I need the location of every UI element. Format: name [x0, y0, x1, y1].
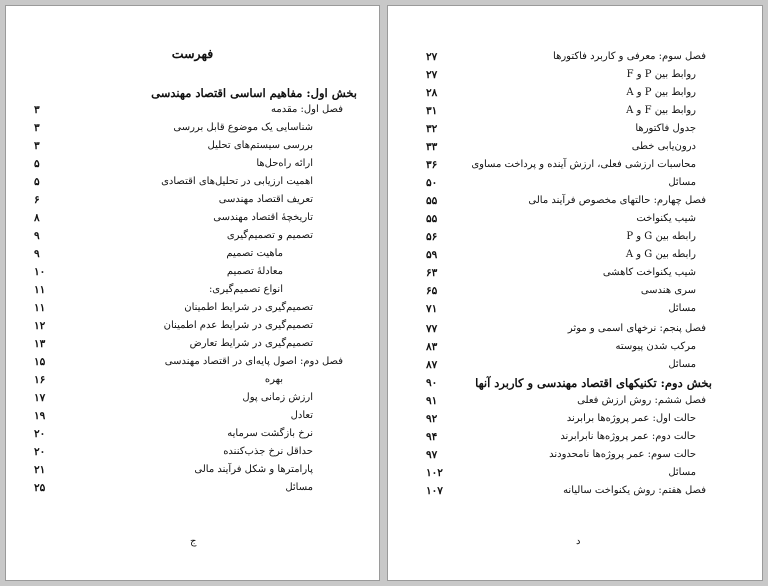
toc-entry-title: حالت سوم: عمر پروژه‌ها نامحدودند	[549, 449, 696, 460]
toc-entry-title: فصل سوم: معرفی و کاربرد فاکتورها	[553, 51, 706, 62]
toc-entry-page: ۱۰۷	[426, 485, 443, 497]
toc-entry-title: ارزش زمانی پول	[242, 392, 313, 403]
toc-entry	[388, 175, 762, 191]
toc-entry	[388, 139, 762, 155]
toc-entry-page: ۳۳	[426, 141, 438, 153]
toc-entry-page: ۹۱	[426, 395, 438, 407]
toc-entry-title: تصمیم‌گیری در شرایط عدم اطمینان	[163, 320, 313, 331]
toc-entry-page: ۵۵	[426, 213, 438, 225]
toc-entry	[6, 228, 379, 244]
toc-entry	[6, 120, 379, 136]
toc-entry-page: ۳	[34, 140, 40, 152]
toc-entry-page: ۹۲	[426, 413, 438, 425]
toc-entry-page: ۵	[34, 158, 40, 170]
toc-entry-title: مسائل	[668, 177, 696, 188]
toc-entry-title: مسائل	[285, 482, 313, 493]
toc-entry-title: تاریخچهٔ اقتصاد مهندسی	[213, 212, 313, 223]
toc-entry	[6, 318, 379, 334]
toc-entry	[6, 192, 379, 208]
toc-entry	[6, 210, 379, 226]
toc-entry-chapter	[388, 321, 762, 337]
toc-entry-title: تعریف اقتصاد مهندسی	[218, 194, 313, 205]
toc-entry-title: مرکب شدن پیوسته	[615, 341, 696, 352]
toc-entry	[6, 138, 379, 154]
toc-entry-page: ۸۳	[426, 341, 438, 353]
toc-entry-chapter	[388, 49, 762, 65]
toc-entry-page: ۱۶	[34, 374, 46, 386]
toc-entry-title: حالت دوم: عمر پروژه‌ها نابرابرند	[560, 431, 696, 442]
page-folio: د	[576, 536, 581, 547]
toc-entry-page: ۲۰	[34, 428, 46, 440]
toc-entry-page: ۶۵	[426, 285, 438, 297]
toc-entry-page: ۱۵	[34, 356, 46, 368]
toc-entry-page: ۳۱	[426, 105, 438, 117]
toc-entry	[6, 156, 379, 172]
toc-entry-title: روابط بین F و A	[626, 105, 696, 116]
toc-entry	[6, 480, 379, 496]
toc-entry	[6, 372, 379, 388]
toc-entry-page: ۶۳	[426, 267, 438, 279]
toc-entry-page: ۹	[34, 230, 40, 242]
toc-entry-page: ۲۱	[34, 464, 46, 476]
toc-entry	[388, 283, 762, 299]
toc-entry	[6, 408, 379, 424]
toc-entry-page: ۵۹	[426, 249, 438, 261]
toc-entry-page: ۳۲	[426, 123, 438, 135]
toc-entry-page: ۵۰	[426, 177, 438, 189]
toc-entry-title: شیب یکنواخت	[636, 213, 696, 224]
toc-entry-chapter	[6, 102, 379, 118]
toc-entry	[388, 67, 762, 83]
toc-entry-page: ۳	[34, 122, 40, 134]
toc-entry-title: فصل اول: مقدمه	[270, 104, 343, 115]
toc-entry-page: ۵	[34, 176, 40, 188]
toc-entry-title: روابط بین P و A	[626, 87, 696, 98]
toc-entry-title: پارامترها و شکل فرآیند مالی	[194, 464, 313, 475]
toc-entry-title: فصل چهارم: حالتهای مخصوص فرآیند مالی	[528, 195, 706, 206]
toc-entry-page: ۱۱	[34, 302, 46, 314]
toc-entry	[6, 282, 379, 298]
toc-entry-title: مسائل	[668, 359, 696, 370]
toc-entry-chapter	[388, 393, 762, 409]
toc-entry-title: حداقل نرخ جذب‌کننده	[223, 446, 313, 457]
page-folio: ج	[190, 536, 197, 547]
toc-entry-page: ۱۱	[34, 284, 46, 296]
toc-entry-chapter	[388, 193, 762, 209]
toc-entry-page: ۵۶	[426, 231, 438, 243]
toc-entry-title: حالت اول: عمر پروژه‌ها برابرند	[566, 413, 696, 424]
toc-entry-title: تصمیم و تصمیم‌گیری	[226, 230, 313, 241]
toc-entry-page: ۶	[34, 194, 40, 206]
toc-page-left	[6, 6, 379, 580]
toc-entry-title: ارائه راه‌حل‌ها	[256, 158, 313, 169]
toc-entry-title: فصل پنجم: نرخهای اسمی و موثر	[567, 323, 706, 334]
toc-entry	[6, 426, 379, 442]
toc-entry	[6, 246, 379, 262]
toc-entry-page: ۳۶	[426, 159, 438, 171]
toc-entry-part	[388, 375, 762, 391]
toc-entry-page: ۲۷	[426, 69, 438, 81]
toc-entry-page: ۱۳	[34, 338, 46, 350]
toc-entry-title: فصل ششم: روش ارزش فعلی	[577, 395, 706, 406]
toc-entry	[388, 339, 762, 355]
toc-entry-title: رابطه بین G و A	[625, 249, 696, 260]
toc-entry-page: ۷۷	[426, 323, 438, 335]
toc-entry	[388, 229, 762, 245]
toc-entry-page: ۹	[34, 248, 40, 260]
toc-entry-title: فصل دوم: اصول پایه‌ای در اقتصاد مهندسی	[164, 356, 343, 367]
toc-entry	[388, 465, 762, 481]
toc-entry-title: تعادل	[290, 410, 313, 421]
toc-entry	[388, 211, 762, 227]
toc-entry-page: ۳	[34, 104, 40, 116]
toc-page-right	[388, 6, 762, 580]
toc-entry	[388, 429, 762, 445]
toc-entry	[6, 462, 379, 478]
toc-entry-page: ۵۵	[426, 195, 438, 207]
toc-entry-title: تصمیم‌گیری در شرایط تعارض	[189, 338, 313, 349]
toc-entry	[388, 411, 762, 427]
toc-entry-page: ۸۷	[426, 359, 438, 371]
toc-entry-page: ۲۵	[34, 482, 46, 494]
toc-entry-page: ۲۷	[426, 51, 438, 63]
toc-entry-title: سری هندسی	[640, 285, 696, 296]
toc-entry	[6, 300, 379, 316]
toc-entry	[388, 301, 762, 317]
toc-entry-page: ۱۰۲	[426, 467, 443, 479]
toc-entry-title: بهره	[264, 374, 283, 385]
toc-entry-page: ۷۱	[426, 303, 438, 315]
toc-entry-chapter	[6, 354, 379, 370]
toc-entry-page: ۹۰	[426, 377, 438, 389]
toc-entry-title: نرخ بازگشت سرمایه	[227, 428, 313, 439]
toc-entry	[6, 264, 379, 280]
toc-entry-title: معادلهٔ تصمیم	[226, 266, 283, 277]
toc-entry-page: ۲۸	[426, 87, 438, 99]
toc-entry-title: رابطه بین G و P	[626, 231, 696, 242]
toc-entry-title: فصل هفتم: روش یکنواخت سالیانه	[563, 485, 706, 496]
toc-entry-page: ۱۹	[34, 410, 46, 422]
toc-entry	[6, 390, 379, 406]
toc-entry-title: روابط بین P و F	[626, 69, 696, 80]
toc-entry	[388, 247, 762, 263]
toc-entry-title: شناسایی یک موضوع قابل بررسی	[173, 122, 313, 133]
toc-entry-page: ۹۴	[426, 431, 438, 443]
toc-entry	[388, 121, 762, 137]
toc-entry-title: مسائل	[668, 303, 696, 314]
toc-entry-part	[6, 85, 379, 101]
toc-entry	[6, 444, 379, 460]
toc-entry-title: بخش اول: مفاهیم اساسی اقتصاد مهندسی	[151, 86, 357, 100]
toc-entry	[388, 157, 762, 173]
toc-entry-title: اهمیت ارزیابی در تحلیل‌های اقتصادی	[161, 176, 313, 187]
toc-entry	[388, 357, 762, 373]
toc-entry-title: بررسی سیستم‌های تحلیل	[207, 140, 313, 151]
toc-entry-title: تصمیم‌گیری در شرایط اطمینان	[184, 302, 313, 313]
toc-entry-chapter	[388, 483, 762, 499]
toc-entry-page: ۱۷	[34, 392, 46, 404]
toc-entry	[388, 103, 762, 119]
toc-entry-page: ۱۰	[34, 266, 46, 278]
toc-entry-title: بخش دوم: تکنیکهای اقتصاد مهندسی و کاربرد آنها	[475, 376, 712, 390]
toc-entry	[388, 447, 762, 463]
toc-entry-title: شیب یکنواخت کاهشی	[602, 267, 696, 278]
toc-entry-title: انواع تصمیم‌گیری:	[208, 284, 283, 295]
toc-entry	[388, 85, 762, 101]
toc-entry-page: ۹۷	[426, 449, 438, 461]
toc-entry-page: ۸	[34, 212, 40, 224]
toc-entry-title: جدول فاکتورها	[635, 123, 696, 134]
toc-entry-title: ماهیت تصمیم	[226, 248, 283, 259]
toc-entry-title: درون‌یابی خطی	[631, 141, 696, 152]
toc-entry-page: ۱۲	[34, 320, 46, 332]
toc-entry	[6, 174, 379, 190]
toc-entry-page: ۲۰	[34, 446, 46, 458]
toc-entry	[6, 336, 379, 352]
toc-entry-title: مسائل	[668, 467, 696, 478]
toc-heading: فهرست	[171, 46, 214, 61]
toc-entry	[388, 265, 762, 281]
toc-entry-title: محاسبات ارزشی فعلی، ارزش آینده و پرداخت مساوی	[471, 159, 696, 170]
